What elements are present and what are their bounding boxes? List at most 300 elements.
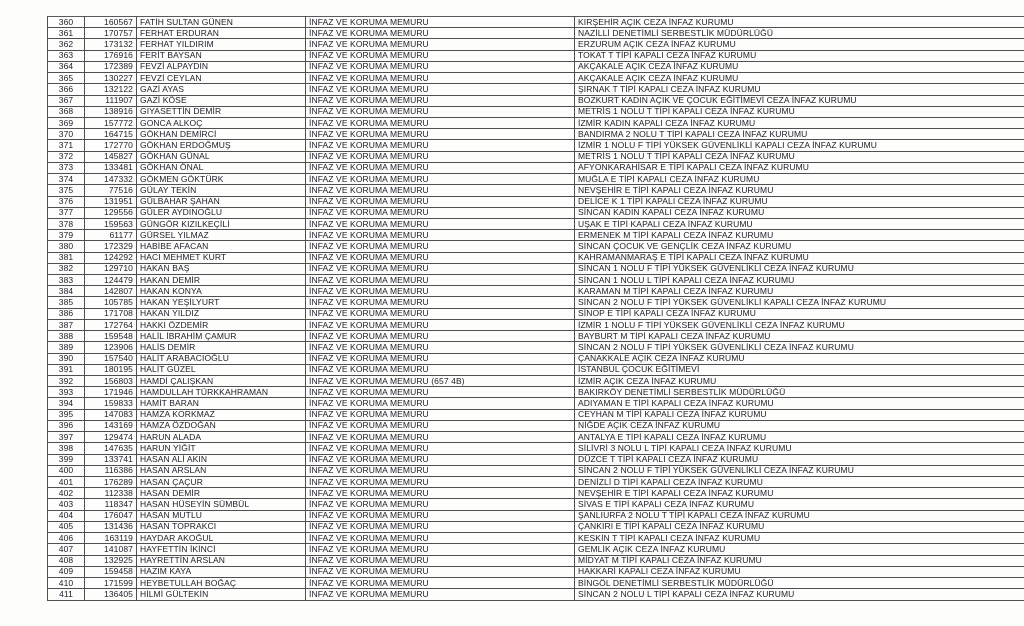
job-title-cell: İNFAZ VE KORUMA MEMURU	[306, 286, 575, 297]
institution-cell: ANTALYA E TİPİ KAPALI CEZA İNFAZ KURUMU	[575, 432, 1024, 443]
institution-cell: GEMLİK AÇIK CEZA İNFAZ KURUMU	[575, 544, 1024, 555]
row-number-cell: 402	[48, 488, 85, 499]
registry-number-cell: 147332	[85, 174, 137, 185]
job-title-cell: İNFAZ VE KORUMA MEMURU	[306, 308, 575, 319]
institution-cell: UŞAK E TİPİ KAPALI CEZA İNFAZ KURUMU	[575, 218, 1024, 229]
registry-number-cell: 133481	[85, 162, 137, 173]
row-number-cell: 408	[48, 555, 85, 566]
roster-table-body	[48, 17, 1024, 601]
table-row	[48, 488, 1024, 499]
row-number-cell: 367	[48, 95, 85, 106]
table-row	[48, 129, 1024, 140]
row-number-cell: 373	[48, 162, 85, 173]
job-title-cell: İNFAZ VE KORUMA MEMURU	[306, 488, 575, 499]
table-row	[48, 432, 1024, 443]
institution-cell: ŞIRNAK T TİPİ KAPALI CEZA İNFAZ KURUMU	[575, 84, 1024, 95]
job-title-cell: İNFAZ VE KORUMA MEMURU	[306, 39, 575, 50]
table-row	[48, 577, 1024, 588]
registry-number-cell: 143169	[85, 420, 137, 431]
table-row	[48, 84, 1024, 95]
person-name-cell: FATİH SULTAN GÜNEN	[137, 17, 306, 28]
table-row	[48, 196, 1024, 207]
registry-number-cell: 171599	[85, 577, 137, 588]
institution-cell: DÜZCE T TİPİ KAPALI CEZA İNFAZ KURUMU	[575, 454, 1024, 465]
job-title-cell: İNFAZ VE KORUMA MEMURU	[306, 589, 575, 601]
table-row	[48, 117, 1024, 128]
table-row	[48, 151, 1024, 162]
job-title-cell: İNFAZ VE KORUMA MEMURU	[306, 555, 575, 566]
job-title-cell: İNFAZ VE KORUMA MEMURU	[306, 544, 575, 555]
row-number-cell: 369	[48, 117, 85, 128]
institution-cell: NAZİLLİ DENETİMLİ SERBESTLİK MÜDÜRLÜĞÜ	[575, 28, 1024, 39]
registry-number-cell: 124479	[85, 275, 137, 286]
person-name-cell: FEVZİ ALPAYDIN	[137, 61, 306, 72]
person-name-cell: HAYFETTİN İKİNCİ	[137, 544, 306, 555]
table-row	[48, 566, 1024, 577]
person-name-cell: GÖKMEN GÖKTÜRK	[137, 174, 306, 185]
person-name-cell: HALİT ARABACIOĞLU	[137, 353, 306, 364]
row-number-cell: 391	[48, 364, 85, 375]
registry-number-cell: 136405	[85, 589, 137, 601]
job-title-cell: İNFAZ VE KORUMA MEMURU	[306, 117, 575, 128]
registry-number-cell: 131951	[85, 196, 137, 207]
row-number-cell: 400	[48, 465, 85, 476]
registry-number-cell: 145827	[85, 151, 137, 162]
institution-cell: İZMİR 1 NOLU F TİPİ YÜKSEK GÜVENLİKLİ KAPALI CEZA İNFAZ KURUMU	[575, 140, 1024, 151]
registry-number-cell: 172764	[85, 319, 137, 330]
institution-cell: İZMİR KADIN KAPALI CEZA İNFAZ KURUMU	[575, 117, 1024, 128]
table-row	[48, 185, 1024, 196]
row-number-cell: 395	[48, 409, 85, 420]
row-number-cell: 386	[48, 308, 85, 319]
person-name-cell: HASAN ARSLAN	[137, 465, 306, 476]
row-number-cell: 404	[48, 510, 85, 521]
table-row	[48, 28, 1024, 39]
registry-number-cell: 159833	[85, 398, 137, 409]
registry-number-cell: 160567	[85, 17, 137, 28]
institution-cell: KAHRAMANMARAŞ E TİPİ KAPALI CEZA İNFAZ KURUMU	[575, 252, 1024, 263]
institution-cell: ÇANKIRI E TİPİ KAPALI CEZA İNFAZ KURUMU	[575, 521, 1024, 532]
institution-cell: BİNGÖL DENETİMLİ SERBESTLİK MÜDÜRLÜĞÜ	[575, 577, 1024, 588]
row-number-cell: 363	[48, 50, 85, 61]
person-name-cell: HALİT GÜZEL	[137, 364, 306, 375]
institution-cell: İSTANBUL ÇOCUK EĞİTİMEVİ	[575, 364, 1024, 375]
registry-number-cell: 141087	[85, 544, 137, 555]
job-title-cell: İNFAZ VE KORUMA MEMURU	[306, 95, 575, 106]
table-row	[48, 342, 1024, 353]
institution-cell: İZMİR AÇIK CEZA İNFAZ KURUMU	[575, 376, 1024, 387]
row-number-cell: 365	[48, 73, 85, 84]
registry-number-cell: 147083	[85, 409, 137, 420]
institution-cell: KIRŞEHİR AÇIK CEZA İNFAZ KURUMU	[575, 17, 1024, 28]
table-row	[48, 61, 1024, 72]
person-name-cell: HAMDULLAH TÜRKKAHRAMAN	[137, 387, 306, 398]
institution-cell: SİNCAN KADIN KAPALI CEZA İNFAZ KURUMU	[575, 207, 1024, 218]
person-name-cell: HAMZA ÖZDOĞAN	[137, 420, 306, 431]
job-title-cell: İNFAZ VE KORUMA MEMURU	[306, 230, 575, 241]
row-number-cell: 361	[48, 28, 85, 39]
table-row	[48, 319, 1024, 330]
institution-cell: SİNOP E TİPİ KAPALI CEZA İNFAZ KURUMU	[575, 308, 1024, 319]
registry-number-cell: 147635	[85, 443, 137, 454]
table-row	[48, 589, 1024, 601]
registry-number-cell: 77516	[85, 185, 137, 196]
registry-number-cell: 172389	[85, 61, 137, 72]
table-row	[48, 544, 1024, 555]
person-name-cell: HAKAN YEŞİLYURT	[137, 297, 306, 308]
person-name-cell: HAKAN KONYA	[137, 286, 306, 297]
person-name-cell: HACI MEHMET KURT	[137, 252, 306, 263]
registry-number-cell: 129710	[85, 263, 137, 274]
job-title-cell: İNFAZ VE KORUMA MEMURU	[306, 129, 575, 140]
person-name-cell: GÖKHAN DEMİRCİ	[137, 129, 306, 140]
registry-number-cell: 176916	[85, 50, 137, 61]
registry-number-cell: 159563	[85, 218, 137, 229]
registry-number-cell: 118347	[85, 499, 137, 510]
table-row	[48, 510, 1024, 521]
registry-number-cell: 133741	[85, 454, 137, 465]
person-name-cell: GÖKHAN ERDOĞMUŞ	[137, 140, 306, 151]
registry-number-cell: 171946	[85, 387, 137, 398]
row-number-cell: 399	[48, 454, 85, 465]
registry-number-cell: 164715	[85, 129, 137, 140]
person-name-cell: HASAN HÜSEYİN SÜMBÜL	[137, 499, 306, 510]
row-number-cell: 379	[48, 230, 85, 241]
row-number-cell: 377	[48, 207, 85, 218]
institution-cell: KESKİN T TİPİ KAPALI CEZA İNFAZ KURUMU	[575, 533, 1024, 544]
job-title-cell: İNFAZ VE KORUMA MEMURU	[306, 342, 575, 353]
institution-cell: SİNCAN 2 NOLU F TİPİ YÜKSEK GÜVENLİKLİ CEZA İNFAZ KURUMU	[575, 342, 1024, 353]
row-number-cell: 387	[48, 319, 85, 330]
person-name-cell: GÜLAY TEKİN	[137, 185, 306, 196]
registry-number-cell: 171708	[85, 308, 137, 319]
job-title-cell: İNFAZ VE KORUMA MEMURU	[306, 28, 575, 39]
job-title-cell: İNFAZ VE KORUMA MEMURU	[306, 409, 575, 420]
table-row	[48, 409, 1024, 420]
institution-cell: SİNCAN 1 NOLU L TİPİ KAPALI CEZA İNFAZ KURUMU	[575, 275, 1024, 286]
job-title-cell: İNFAZ VE KORUMA MEMURU	[306, 17, 575, 28]
job-title-cell: İNFAZ VE KORUMA MEMURU	[306, 151, 575, 162]
job-title-cell: İNFAZ VE KORUMA MEMURU	[306, 443, 575, 454]
job-title-cell: İNFAZ VE KORUMA MEMURU	[306, 162, 575, 173]
job-title-cell: İNFAZ VE KORUMA MEMURU	[306, 476, 575, 487]
job-title-cell: İNFAZ VE KORUMA MEMURU	[306, 398, 575, 409]
institution-cell: KARAMAN M TİPİ KAPALI CEZA İNFAZ KURUMU	[575, 286, 1024, 297]
table-row	[48, 364, 1024, 375]
job-title-cell: İNFAZ VE KORUMA MEMURU (657 4B)	[306, 376, 575, 387]
job-title-cell: İNFAZ VE KORUMA MEMURU	[306, 185, 575, 196]
registry-number-cell: 129556	[85, 207, 137, 218]
job-title-cell: İNFAZ VE KORUMA MEMURU	[306, 275, 575, 286]
job-title-cell: İNFAZ VE KORUMA MEMURU	[306, 84, 575, 95]
registry-number-cell: 156803	[85, 376, 137, 387]
row-number-cell: 407	[48, 544, 85, 555]
institution-cell: TOKAT T TİPİ KAPALI CEZA İNFAZ KURUMU	[575, 50, 1024, 61]
job-title-cell: İNFAZ VE KORUMA MEMURU	[306, 510, 575, 521]
person-name-cell: GÖKHAN GÜNAL	[137, 151, 306, 162]
institution-cell: SİNCAN 2 NOLU F TİPİ YÜKSEK GÜVENLİKLİ CEZA İNFAZ KURUMU	[575, 465, 1024, 476]
institution-cell: CEYHAN M TİPİ KAPALI CEZA İNFAZ KURUMU	[575, 409, 1024, 420]
row-number-cell: 376	[48, 196, 85, 207]
table-row	[48, 106, 1024, 117]
job-title-cell: İNFAZ VE KORUMA MEMURU	[306, 566, 575, 577]
job-title-cell: İNFAZ VE KORUMA MEMURU	[306, 499, 575, 510]
person-name-cell: GÜNGÖR KIZILKEÇİLİ	[137, 218, 306, 229]
registry-number-cell: 132122	[85, 84, 137, 95]
job-title-cell: İNFAZ VE KORUMA MEMURU	[306, 420, 575, 431]
table-row	[48, 230, 1024, 241]
registry-number-cell: 131436	[85, 521, 137, 532]
row-number-cell: 398	[48, 443, 85, 454]
registry-number-cell: 176289	[85, 476, 137, 487]
registry-number-cell: 170757	[85, 28, 137, 39]
job-title-cell: İNFAZ VE KORUMA MEMURU	[306, 73, 575, 84]
row-number-cell: 406	[48, 533, 85, 544]
row-number-cell: 396	[48, 420, 85, 431]
table-row	[48, 218, 1024, 229]
institution-cell: BOZKURT KADIN AÇIK VE ÇOCUK EĞİTİMEVİ CEZA İNFAZ KURUMU	[575, 95, 1024, 106]
table-row	[48, 555, 1024, 566]
registry-number-cell: 157540	[85, 353, 137, 364]
institution-cell: METRİS 1 NOLU T TİPİ KAPALI CEZA İNFAZ KURUMU	[575, 151, 1024, 162]
person-name-cell: HAMZA KORKMAZ	[137, 409, 306, 420]
table-row	[48, 95, 1024, 106]
person-name-cell: HAKAN BAŞ	[137, 263, 306, 274]
table-row	[48, 353, 1024, 364]
row-number-cell: 403	[48, 499, 85, 510]
table-row	[48, 465, 1024, 476]
person-name-cell: HAYRETTİN ARSLAN	[137, 555, 306, 566]
row-number-cell: 382	[48, 263, 85, 274]
institution-cell: MUĞLA E TİPİ KAPALI CEZA İNFAZ KURUMU	[575, 174, 1024, 185]
registry-number-cell: 157772	[85, 117, 137, 128]
registry-number-cell: 142807	[85, 286, 137, 297]
institution-cell: SİNCAN 2 NOLU L TİPİ KAPALI CEZA İNFAZ KURUMU	[575, 589, 1024, 601]
registry-number-cell: 116386	[85, 465, 137, 476]
registry-number-cell: 172770	[85, 140, 137, 151]
row-number-cell: 401	[48, 476, 85, 487]
table-row	[48, 286, 1024, 297]
row-number-cell: 381	[48, 252, 85, 263]
table-row	[48, 308, 1024, 319]
institution-cell: DELİCE K 1 TİPİ KAPALI CEZA İNFAZ KURUMU	[575, 196, 1024, 207]
person-name-cell: GAZİ KÖSE	[137, 95, 306, 106]
table-row	[48, 376, 1024, 387]
registry-number-cell: 138916	[85, 106, 137, 117]
institution-cell: SİVAS E TİPİ KAPALI CEZA İNFAZ KURUMU	[575, 499, 1024, 510]
registry-number-cell: 123906	[85, 342, 137, 353]
row-number-cell: 378	[48, 218, 85, 229]
person-name-cell: GÜLBAHAR ŞAHAN	[137, 196, 306, 207]
job-title-cell: İNFAZ VE KORUMA MEMURU	[306, 50, 575, 61]
person-name-cell: HAKKI ÖZDEMİR	[137, 319, 306, 330]
institution-cell: ERMENEK M TİPİ KAPALI CEZA İNFAZ KURUMU	[575, 230, 1024, 241]
job-title-cell: İNFAZ VE KORUMA MEMURU	[306, 521, 575, 532]
row-number-cell: 375	[48, 185, 85, 196]
person-name-cell: GONCA ALKOÇ	[137, 117, 306, 128]
table-row	[48, 454, 1024, 465]
institution-cell: SİLİVRİ 3 NOLU L TİPİ KAPALI CEZA İNFAZ KURUMU	[575, 443, 1024, 454]
registry-number-cell: 105785	[85, 297, 137, 308]
person-name-cell: GÜRSEL YILMAZ	[137, 230, 306, 241]
person-name-cell: HAZIM KAYA	[137, 566, 306, 577]
row-number-cell: 389	[48, 342, 85, 353]
table-row	[48, 275, 1024, 286]
job-title-cell: İNFAZ VE KORUMA MEMURU	[306, 61, 575, 72]
table-row	[48, 420, 1024, 431]
row-number-cell: 371	[48, 140, 85, 151]
job-title-cell: İNFAZ VE KORUMA MEMURU	[306, 241, 575, 252]
person-name-cell: HASAN DEMİR	[137, 488, 306, 499]
job-title-cell: İNFAZ VE KORUMA MEMURU	[306, 331, 575, 342]
job-title-cell: İNFAZ VE KORUMA MEMURU	[306, 218, 575, 229]
row-number-cell: 390	[48, 353, 85, 364]
job-title-cell: İNFAZ VE KORUMA MEMURU	[306, 263, 575, 274]
registry-number-cell: 129474	[85, 432, 137, 443]
table-row	[48, 387, 1024, 398]
person-name-cell: HEYBETULLAH BOĞAÇ	[137, 577, 306, 588]
institution-cell: BANDIRMA 2 NOLU T TİPİ KAPALI CEZA İNFAZ KURUMU	[575, 129, 1024, 140]
row-number-cell: 392	[48, 376, 85, 387]
person-name-cell: FEVZİ CEYLAN	[137, 73, 306, 84]
row-number-cell: 362	[48, 39, 85, 50]
registry-number-cell: 180195	[85, 364, 137, 375]
job-title-cell: İNFAZ VE KORUMA MEMURU	[306, 174, 575, 185]
person-name-cell: HARUN YİĞİT	[137, 443, 306, 454]
table-row	[48, 533, 1024, 544]
job-title-cell: İNFAZ VE KORUMA MEMURU	[306, 196, 575, 207]
table-row	[48, 297, 1024, 308]
institution-cell: BAYBURT M TİPİ KAPALI CEZA İNFAZ KURUMU	[575, 331, 1024, 342]
registry-number-cell: 163119	[85, 533, 137, 544]
person-name-cell: GÖKHAN ÖNAL	[137, 162, 306, 173]
row-number-cell: 364	[48, 61, 85, 72]
row-number-cell: 410	[48, 577, 85, 588]
person-name-cell: HASAN ALİ AKIN	[137, 454, 306, 465]
person-name-cell: GAZİ AYAS	[137, 84, 306, 95]
institution-cell: HAKKARİ KAPALI CEZA İNFAZ KURUMU	[575, 566, 1024, 577]
row-number-cell: 380	[48, 241, 85, 252]
person-name-cell: GIYASETTİN DEMİR	[137, 106, 306, 117]
person-name-cell: FERHAT YILDIRIM	[137, 39, 306, 50]
row-number-cell: 370	[48, 129, 85, 140]
person-name-cell: FERİT BAYSAN	[137, 50, 306, 61]
registry-number-cell: 112338	[85, 488, 137, 499]
row-number-cell: 372	[48, 151, 85, 162]
job-title-cell: İNFAZ VE KORUMA MEMURU	[306, 387, 575, 398]
table-row	[48, 252, 1024, 263]
institution-cell: ERZURUM AÇIK CEZA İNFAZ KURUMU	[575, 39, 1024, 50]
row-number-cell: 411	[48, 589, 85, 601]
institution-cell: ÇANAKKALE AÇIK CEZA İNFAZ KURUMU	[575, 353, 1024, 364]
person-name-cell: GÜLER AYDINOĞLU	[137, 207, 306, 218]
registry-number-cell: 173132	[85, 39, 137, 50]
row-number-cell: 394	[48, 398, 85, 409]
table-row	[48, 50, 1024, 61]
registry-number-cell: 124292	[85, 252, 137, 263]
personnel-roster-table	[47, 16, 1024, 601]
person-name-cell: HAKAN DEMİR	[137, 275, 306, 286]
row-number-cell: 368	[48, 106, 85, 117]
row-number-cell: 385	[48, 297, 85, 308]
institution-cell: NİĞDE AÇIK CEZA İNFAZ KURUMU	[575, 420, 1024, 431]
table-row	[48, 39, 1024, 50]
institution-cell: BAKIRKÖY DENETİMLİ SERBESTLİK MÜDÜRLÜĞÜ	[575, 387, 1024, 398]
table-row	[48, 241, 1024, 252]
institution-cell: AKÇAKALE AÇIK CEZA İNFAZ KURUMU	[575, 73, 1024, 84]
registry-number-cell: 132925	[85, 555, 137, 566]
row-number-cell: 397	[48, 432, 85, 443]
institution-cell: SİNCAN ÇOCUK VE GENÇLİK CEZA İNFAZ KURUMU	[575, 241, 1024, 252]
person-name-cell: HAYDAR AKOĞUL	[137, 533, 306, 544]
institution-cell: NEVŞEHİR E TİPİ KAPALI CEZA İNFAZ KURUMU	[575, 488, 1024, 499]
registry-number-cell: 176047	[85, 510, 137, 521]
table-row	[48, 174, 1024, 185]
person-name-cell: HALİL İBRAHİM ÇAMUR	[137, 331, 306, 342]
job-title-cell: İNFAZ VE KORUMA MEMURU	[306, 577, 575, 588]
job-title-cell: İNFAZ VE KORUMA MEMURU	[306, 207, 575, 218]
institution-cell: ŞANLIURFA 2 NOLU T TİPİ KAPALI CEZA İNFAZ KURUMU	[575, 510, 1024, 521]
job-title-cell: İNFAZ VE KORUMA MEMURU	[306, 106, 575, 117]
registry-number-cell: 159458	[85, 566, 137, 577]
row-number-cell: 405	[48, 521, 85, 532]
registry-number-cell: 159548	[85, 331, 137, 342]
job-title-cell: İNFAZ VE KORUMA MEMURU	[306, 465, 575, 476]
registry-number-cell: 111907	[85, 95, 137, 106]
person-name-cell: HARUN ALADA	[137, 432, 306, 443]
institution-cell: ADIYAMAN E TİPİ KAPALI CEZA İNFAZ KURUMU	[575, 398, 1024, 409]
job-title-cell: İNFAZ VE KORUMA MEMURU	[306, 364, 575, 375]
row-number-cell: 393	[48, 387, 85, 398]
job-title-cell: İNFAZ VE KORUMA MEMURU	[306, 432, 575, 443]
job-title-cell: İNFAZ VE KORUMA MEMURU	[306, 454, 575, 465]
registry-number-cell: 172329	[85, 241, 137, 252]
person-name-cell: HAMİT BARAN	[137, 398, 306, 409]
institution-cell: NEVŞEHİR E TİPİ KAPALI CEZA İNFAZ KURUMU	[575, 185, 1024, 196]
person-name-cell: HAKAN YILDIZ	[137, 308, 306, 319]
registry-number-cell: 61177	[85, 230, 137, 241]
person-name-cell: HASAN TOPRAKCI	[137, 521, 306, 532]
job-title-cell: İNFAZ VE KORUMA MEMURU	[306, 252, 575, 263]
person-name-cell: HASAN MUTLU	[137, 510, 306, 521]
table-row	[48, 140, 1024, 151]
row-number-cell: 388	[48, 331, 85, 342]
table-row	[48, 207, 1024, 218]
table-row	[48, 331, 1024, 342]
institution-cell: DENİZLİ D TİPİ KAPALI CEZA İNFAZ KURUMU	[575, 476, 1024, 487]
institution-cell: AFYONKARAHİSAR E TİPİ KAPALI CEZA İNFAZ KURUMU	[575, 162, 1024, 173]
row-number-cell: 409	[48, 566, 85, 577]
table-row	[48, 499, 1024, 510]
table-row	[48, 521, 1024, 532]
table-row	[48, 398, 1024, 409]
person-name-cell: HAMDİ ÇALIŞKAN	[137, 376, 306, 387]
job-title-cell: İNFAZ VE KORUMA MEMURU	[306, 140, 575, 151]
table-row	[48, 443, 1024, 454]
row-number-cell: 360	[48, 17, 85, 28]
table-row	[48, 476, 1024, 487]
row-number-cell: 366	[48, 84, 85, 95]
institution-cell: SİNCAN 2 NOLU F TİPİ YÜKSEK GÜVENLİKLİ KAPALI CEZA İNFAZ KURUMU	[575, 297, 1024, 308]
row-number-cell: 374	[48, 174, 85, 185]
job-title-cell: İNFAZ VE KORUMA MEMURU	[306, 533, 575, 544]
person-name-cell: HABİBE AFACAN	[137, 241, 306, 252]
row-number-cell: 383	[48, 275, 85, 286]
person-name-cell: FERHAT ERDURAN	[137, 28, 306, 39]
institution-cell: SİNCAN 1 NOLU F TİPİ YÜKSEK GÜVENLİKLİ CEZA İNFAZ KURUMU	[575, 263, 1024, 274]
table-row	[48, 263, 1024, 274]
institution-cell: AKÇAKALE AÇIK CEZA İNFAZ KURUMU	[575, 61, 1024, 72]
